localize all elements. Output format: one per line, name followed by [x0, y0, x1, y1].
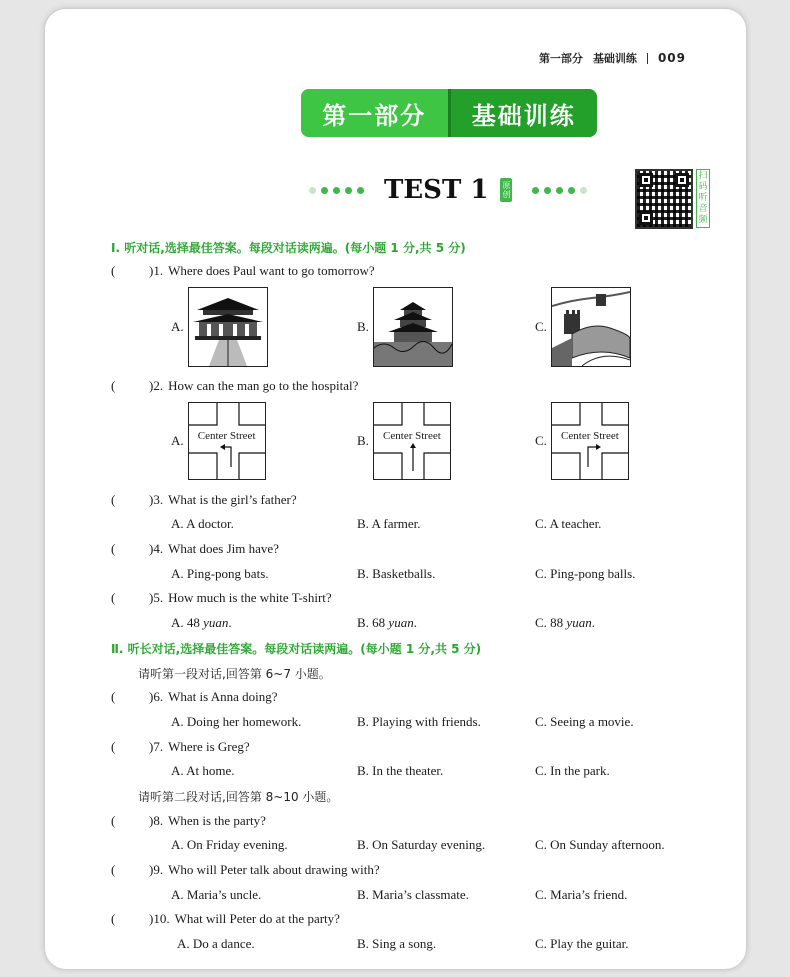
answer-blank-9[interactable]: ( [111, 862, 116, 877]
running-head-part: 第一部分 [538, 52, 583, 65]
option-5b[interactable]: B. 68 yuan. [357, 615, 417, 630]
section-2-intro-1: 请听第一段对话,回答第 6~7 小题。 [138, 667, 331, 681]
workbook-page [44, 8, 747, 970]
forbidden-city-icon [188, 287, 268, 367]
question-7: ( )7. Where is Greg? [111, 739, 250, 754]
option-1a[interactable]: A. [171, 287, 268, 367]
street-map-straight-icon [373, 402, 451, 480]
right-dots-decoration [532, 187, 587, 194]
option-9a[interactable]: A. Maria’s uncle. [171, 887, 262, 902]
street-map-left-turn-icon [188, 402, 266, 480]
question-7-text: Where is Greg? [168, 739, 250, 754]
question-5: ( )5. How much is the white T-shirt? [111, 590, 332, 605]
question-6-text: What is Anna doing? [168, 689, 278, 704]
option-5a[interactable]: A. 48 yuan. [171, 615, 232, 630]
option-2a[interactable]: A. Center Street [171, 402, 266, 480]
question-4-text: What does Jim have? [168, 541, 279, 556]
option-2b[interactable]: B. Center Street [357, 402, 451, 480]
question-2-pictures [171, 402, 711, 482]
option-6c[interactable]: C. Seeing a movie. [535, 714, 634, 729]
answer-blank-8[interactable]: ( [111, 813, 116, 828]
option-4c[interactable]: C. Ping-pong balls. [535, 566, 636, 581]
question-9-text: Who will Peter talk about drawing with? [168, 862, 380, 877]
question-9: ( )9. Who will Peter talk about drawing with? [111, 862, 380, 877]
answer-blank-3[interactable]: ( [111, 492, 116, 507]
answer-blank-5[interactable]: ( [111, 590, 116, 605]
option-3c[interactable]: C. A teacher. [535, 516, 602, 531]
question-3-text: What is the girl’s father? [168, 492, 297, 507]
question-1-pictures [171, 287, 711, 367]
option-7c[interactable]: C. In the park. [535, 763, 610, 778]
qr-caption: 扫 码 听 音 频 [696, 169, 710, 228]
question-4: ( )4. What does Jim have? [111, 541, 279, 556]
running-head-section: 基础训练 [592, 52, 637, 65]
option-3a[interactable]: A. A doctor. [171, 516, 234, 531]
answer-blank-2[interactable]: ( [111, 378, 116, 393]
option-6a[interactable]: A. Doing her homework. [171, 714, 302, 729]
original-tag: 原 创 [500, 178, 512, 202]
section-2-heading: Ⅱ. 听长对话,选择最佳答案。每段对话读两遍。(每小题 1 分,共 5 分) [111, 642, 482, 656]
question-5-text: How much is the white T-shirt? [168, 590, 332, 605]
answer-blank-4[interactable]: ( [111, 541, 116, 556]
great-wall-icon [551, 287, 631, 367]
part-banner [301, 89, 597, 137]
option-8c[interactable]: C. On Sunday afternoon. [535, 837, 665, 852]
option-9c[interactable]: C. Maria’s friend. [535, 887, 628, 902]
question-3: ( )3. What is the girl’s father? [111, 492, 297, 507]
test-title-row [309, 175, 587, 205]
option-3b[interactable]: B. A farmer. [357, 516, 421, 531]
option-10a[interactable]: A. Do a dance. [177, 936, 255, 951]
option-7a[interactable]: A. At home. [171, 763, 235, 778]
street-label-a: Center Street [197, 430, 256, 442]
running-head [539, 50, 686, 66]
banner-section-label: 基础训练 [451, 89, 598, 137]
option-1b[interactable]: B. [357, 287, 453, 367]
option-4b[interactable]: B. Basketballs. [357, 566, 436, 581]
option-8b[interactable]: B. On Saturday evening. [357, 837, 486, 852]
banner-part-label: 第一部分 [301, 89, 448, 137]
answer-blank-10[interactable]: ( [111, 911, 116, 926]
running-head-divider [647, 53, 648, 64]
question-10-text: What will Peter do at the party? [174, 911, 340, 926]
test-title: TEST 1 [384, 175, 489, 205]
option-10c[interactable]: C. Play the guitar. [535, 936, 629, 951]
question-8-text: When is the party? [168, 813, 266, 828]
page-number: 009 [657, 51, 686, 65]
option-7b[interactable]: B. In the theater. [357, 763, 444, 778]
left-dots-decoration [309, 187, 364, 194]
option-4a[interactable]: A. Ping-pong bats. [171, 566, 269, 581]
option-8a[interactable]: A. On Friday evening. [171, 837, 288, 852]
option-9b[interactable]: B. Maria’s classmate. [357, 887, 469, 902]
question-1: ( )1. Where does Paul want to go tomorrow? [111, 263, 375, 278]
option-1c[interactable]: C. [535, 287, 631, 367]
audio-qr-block[interactable] [635, 169, 710, 229]
qr-code-icon[interactable] [635, 169, 693, 229]
option-10b[interactable]: B. Sing a song. [357, 936, 437, 951]
option-2c[interactable]: C. Center Street [535, 402, 629, 480]
answer-blank-7[interactable]: ( [111, 739, 116, 754]
street-label-c: Center Street [561, 430, 619, 442]
street-label-b: Center Street [383, 430, 441, 442]
question-6: ( )6. What is Anna doing? [111, 689, 278, 704]
section-1-heading: Ⅰ. 听对话,选择最佳答案。每段对话读两遍。(每小题 1 分,共 5 分) [111, 241, 466, 255]
street-map-right-turn-icon [551, 402, 629, 480]
question-1-text: Where does Paul want to go tomorrow? [168, 263, 375, 278]
section-2-intro-2: 请听第二段对话,回答第 8~10 小题。 [138, 790, 339, 804]
answer-blank-1[interactable]: ( [111, 263, 116, 278]
pagoda-icon [373, 287, 453, 367]
option-6b[interactable]: B. Playing with friends. [357, 714, 481, 729]
question-2-text: How can the man go to the hospital? [168, 378, 359, 393]
answer-blank-6[interactable]: ( [111, 689, 116, 704]
question-8: ( )8. When is the party? [111, 813, 266, 828]
question-2: ( )2. How can the man go to the hospital? [111, 378, 359, 393]
question-10: ( )10. What will Peter do at the party? [111, 911, 340, 926]
option-5c[interactable]: C. 88 yuan. [535, 615, 595, 630]
